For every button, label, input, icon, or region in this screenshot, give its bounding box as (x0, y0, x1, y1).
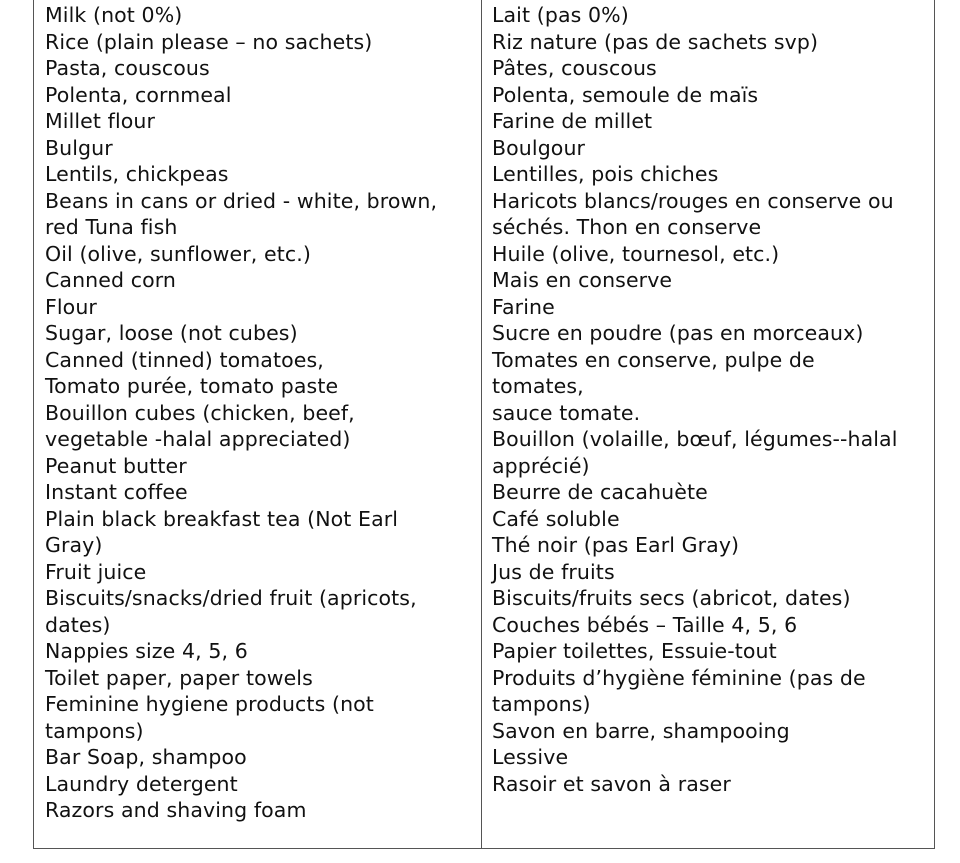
english-line: Peanut butter (45, 453, 187, 478)
english-line: Feminine hygiene products (not (45, 692, 374, 716)
english-line: Bouillon cubes (chicken, beef, (45, 400, 355, 425)
english-line: red Tuna fish (45, 215, 178, 239)
english-line: Tomato purée, tomato paste (45, 374, 339, 398)
english-line: Plain black breakfast tea (Not Earl (45, 506, 399, 531)
french-line: Biscuits/fruits secs (abricot, dates) (492, 586, 851, 610)
french-column (492, 2, 898, 797)
french-line: Couches bébés – Taille 4, 5, 6 (492, 612, 798, 637)
french-line: Thé noir (pas Earl Gray) (492, 533, 740, 557)
french-line: Lait (pas 0%) (492, 3, 629, 27)
french-line: Café soluble (492, 506, 620, 531)
english-line: Polenta, cornmeal (45, 82, 232, 107)
french-line: tomates, (492, 374, 584, 398)
french-line: Mais en conserve (492, 268, 673, 292)
french-line: Farine (492, 294, 555, 319)
french-line: Sucre en poudre (pas en morceaux) (492, 321, 864, 345)
english-line: Lentils, chickpeas (45, 162, 229, 186)
french-line: Pâtes, couscous (492, 56, 657, 80)
french-line: apprécié) (492, 453, 590, 478)
english-line: Bulgur (45, 135, 113, 160)
english-line: Rice (plain please – no sachets) (45, 29, 373, 54)
french-line: Huile (olive, tournesol, etc.) (492, 241, 780, 266)
english-line: Toilet paper, paper towels (45, 665, 313, 690)
english-line: tampons) (45, 718, 144, 743)
french-line: sauce tomate. (492, 400, 641, 425)
french-line: Boulgour (492, 135, 586, 160)
column-divider (481, 0, 482, 848)
english-line: Canned (tinned) tomatoes, (45, 347, 324, 372)
french-line: Rasoir et savon à raser (492, 771, 731, 796)
english-line: Nappies size 4, 5, 6 (45, 639, 248, 663)
french-line: Produits d’hygiène féminine (pas de (492, 665, 866, 690)
english-line: Bar Soap, shampoo (45, 745, 247, 769)
english-column (45, 2, 437, 824)
english-line: vegetable -halal appreciated) (45, 427, 351, 451)
french-line: séchés. Thon en conserve (492, 215, 762, 239)
english-line: Flour (45, 294, 97, 319)
french-line: Tomates en conserve, pulpe de (492, 347, 815, 372)
english-line: dates) (45, 612, 111, 637)
french-line: Bouillon (volaille, bœuf, légumes--halal (492, 427, 898, 451)
french-line: Beurre de cacahuète (492, 480, 708, 504)
english-line: Oil (olive, sunflower, etc.) (45, 241, 311, 266)
english-line: Laundry detergent (45, 771, 238, 796)
bilingual-table (33, 0, 935, 849)
french-line: Savon en barre, shampooing (492, 718, 790, 743)
english-line: Millet flour (45, 109, 156, 133)
french-line: Polenta, semoule de maïs (492, 82, 759, 107)
english-line: Gray) (45, 533, 103, 557)
english-line: Razors and shaving foam (45, 798, 307, 822)
english-line: Canned corn (45, 268, 176, 292)
french-line: Jus de fruits (492, 559, 615, 584)
english-line: Pasta, couscous (45, 56, 210, 80)
french-line: tampons) (492, 692, 591, 716)
french-line: Papier toilettes, Essuie-tout (492, 639, 777, 663)
english-line: Beans in cans or dried - white, brown, (45, 188, 438, 213)
english-line: Sugar, loose (not cubes) (45, 321, 298, 345)
french-line: Lentilles, pois chiches (492, 162, 719, 186)
french-line: Riz nature (pas de sachets svp) (492, 29, 819, 54)
english-line: Fruit juice (45, 559, 147, 584)
french-line: Farine de millet (492, 109, 653, 133)
english-line: Milk (not 0%) (45, 3, 183, 27)
english-line: Instant coffee (45, 480, 188, 504)
french-line: Haricots blancs/rouges en conserve ou (492, 188, 894, 213)
english-line: Biscuits/snacks/dried fruit (apricots, (45, 586, 417, 610)
french-line: Lessive (492, 745, 569, 769)
